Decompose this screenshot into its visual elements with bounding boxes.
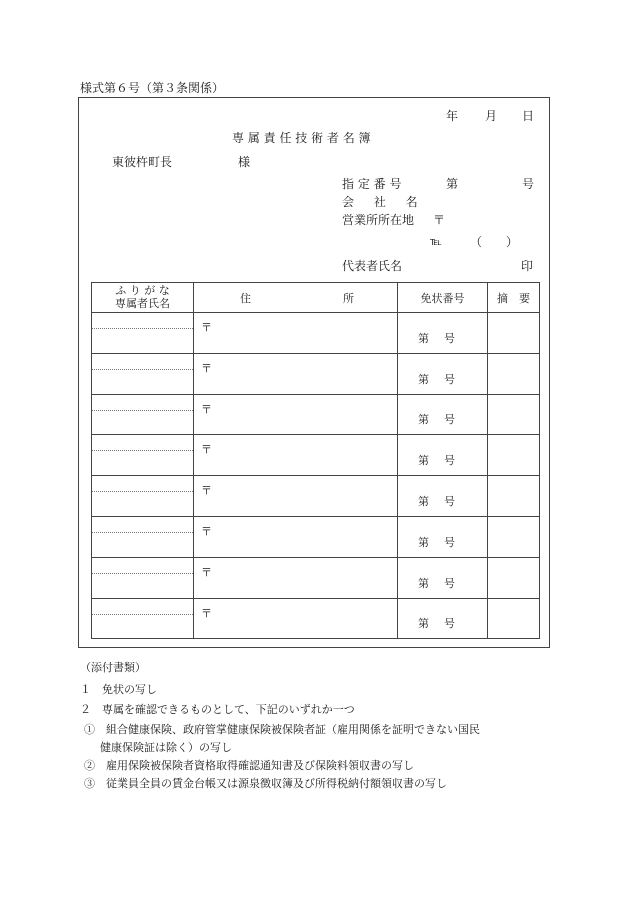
furigana-divider — [92, 573, 193, 574]
document-title: 専 属 責 任 技 術 者 名 簿 — [232, 131, 371, 145]
remarks-cell[interactable] — [488, 353, 540, 394]
license-number: 第 号 — [418, 454, 455, 468]
table-row — [92, 313, 540, 354]
license-cell[interactable] — [398, 313, 488, 354]
remarks-cell[interactable] — [488, 435, 540, 476]
table-row — [92, 394, 540, 435]
license-cell[interactable] — [398, 394, 488, 435]
name-cell[interactable] — [92, 476, 194, 517]
representative-label: 代表者氏名 — [342, 259, 403, 273]
table-row — [92, 557, 540, 598]
name-cell[interactable] — [92, 313, 194, 354]
remarks-cell[interactable] — [488, 516, 540, 557]
license-cell[interactable] — [398, 516, 488, 557]
attachment-item-1: １ 免状の写し — [80, 683, 157, 696]
remarks-cell[interactable] — [488, 598, 540, 639]
address-cell[interactable] — [194, 516, 398, 557]
name-cell[interactable] — [92, 557, 194, 598]
header-address — [194, 283, 398, 313]
remarks-cell[interactable] — [488, 557, 540, 598]
designation-prefix: 第 — [446, 177, 459, 191]
address-cell[interactable] — [194, 598, 398, 639]
furigana-divider — [92, 410, 193, 411]
license-number: 第 号 — [418, 535, 455, 549]
header-remarks: 摘 要 — [488, 283, 540, 313]
date-day: 日 — [522, 109, 535, 123]
header-address-2: 所 — [343, 291, 354, 305]
address-cell[interactable] — [194, 435, 398, 476]
seal-mark: 印 — [521, 259, 534, 273]
header-address-1: 住 — [240, 291, 251, 305]
license-cell[interactable] — [398, 557, 488, 598]
remarks-cell[interactable] — [488, 313, 540, 354]
license-cell[interactable] — [398, 353, 488, 394]
postal-mark: 〒 — [201, 402, 212, 416]
form-id: 様式第６号（第３条関係） — [80, 81, 225, 95]
license-cell[interactable] — [398, 435, 488, 476]
license-number: 第 号 — [418, 413, 455, 427]
attachments-heading: （添付書類） — [80, 661, 146, 674]
license-number: 第 号 — [418, 331, 455, 345]
postal-mark: 〒 — [201, 606, 212, 620]
office-label: 営業所所在地 — [342, 213, 415, 227]
license-cell[interactable] — [398, 598, 488, 639]
postal-mark: 〒 — [201, 361, 212, 375]
table-header-row — [92, 283, 540, 313]
date-month: 月 — [485, 109, 498, 123]
table-row — [92, 353, 540, 394]
table-row — [92, 516, 540, 557]
attachment-item-3-cont: 健康保険証は除く）の写し — [100, 741, 232, 754]
header-name-label: 専属者氏名 — [115, 296, 170, 310]
office-postal-mark: 〒 — [433, 213, 446, 227]
postal-mark: 〒 — [201, 484, 212, 498]
license-number: 第 号 — [418, 617, 455, 631]
name-cell[interactable] — [92, 516, 194, 557]
remarks-cell[interactable] — [488, 394, 540, 435]
address-cell[interactable] — [194, 476, 398, 517]
attachment-item-5: ③ 従業員全員の賃金台帳又は源泉徴収簿及び所得税納付額領収書の写し — [84, 777, 447, 790]
tel-icon: ℡ — [430, 235, 442, 248]
company-label: 会 社 名 — [342, 195, 426, 209]
attachment-item-3: ① 組合健康保険、政府管掌健康保険被保険者証（雇用関係を証明できない国民 — [84, 723, 480, 736]
name-cell[interactable] — [92, 353, 194, 394]
header-furigana: ふ り が な — [115, 283, 170, 297]
furigana-divider — [92, 450, 193, 451]
furigana-divider — [92, 491, 193, 492]
date-year: 年 — [446, 109, 459, 123]
furigana-divider — [92, 369, 193, 370]
technician-register-table — [91, 282, 540, 639]
remarks-cell[interactable] — [488, 476, 540, 517]
postal-mark: 〒 — [201, 443, 212, 457]
header-license: 免状番号 — [398, 283, 488, 313]
address-cell[interactable] — [194, 313, 398, 354]
designation-suffix: 号 — [522, 177, 535, 191]
name-cell[interactable] — [92, 598, 194, 639]
table-row — [92, 476, 540, 517]
postal-mark: 〒 — [201, 321, 212, 334]
license-number: 第 号 — [418, 372, 455, 386]
postal-mark: 〒 — [201, 524, 212, 538]
table-row — [92, 435, 540, 476]
postal-mark: 〒 — [201, 565, 212, 579]
furigana-divider — [92, 614, 193, 615]
attachment-item-4: ② 雇用保険被保険者資格取得確認通知書及び保険料領収書の写し — [84, 759, 414, 772]
designation-label: 指 定 番 号 — [342, 177, 402, 191]
license-number: 第 号 — [418, 494, 455, 508]
tel-parens: （ ） — [470, 235, 525, 249]
license-number: 第 号 — [418, 576, 455, 590]
name-cell[interactable] — [92, 394, 194, 435]
attachment-item-2: ２ 専属を確認できるものとして、下記のいずれか一つ — [80, 703, 355, 716]
address-cell[interactable] — [194, 394, 398, 435]
table-row — [92, 598, 540, 639]
furigana-divider — [92, 328, 193, 329]
furigana-divider — [92, 532, 193, 533]
addressee-name: 東彼杵町長 — [112, 155, 173, 169]
addressee-honorific: 様 — [238, 155, 251, 169]
header-name — [92, 283, 194, 313]
address-cell[interactable] — [194, 353, 398, 394]
address-cell[interactable] — [194, 557, 398, 598]
license-cell[interactable] — [398, 476, 488, 517]
name-cell[interactable] — [92, 435, 194, 476]
